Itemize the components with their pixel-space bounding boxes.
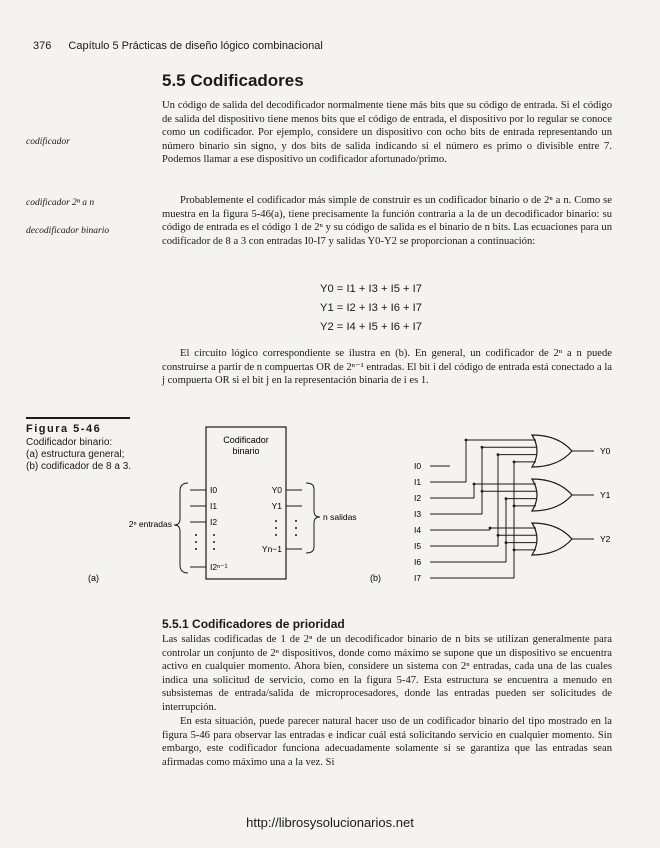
circuit-input-label-i3: I3 [414, 509, 422, 519]
junction-dot [481, 446, 484, 449]
running-title: Capítulo 5 Prácticas de diseño lógico combinacional [68, 40, 323, 52]
block-title-1: Codificador [223, 435, 269, 445]
circuit-input-label-i5: I5 [414, 541, 422, 551]
paragraph-4: Las salidas codificadas de 1 de 2ⁿ de un decodificador binario de n bits se utilizan generalmente para controlar un conjunto de 2ⁿ dispositivos, donde como máximo se supone que un dispositivo se encuentra activo en cualquier momento. Ahora bien, considere un sistema con 2ⁿ entradas, cada una de las cuales indica una solicitud de servicio, como en la figura 5-47. Esta estructura se encuentra a menudo en subsistemas de entrada/salida de microprocesadores, donde las entradas pueden ser solicitudes de interrupción. [162, 634, 612, 713]
junction-dot [473, 483, 476, 486]
circuit-input-label-i1: I1 [414, 477, 422, 487]
footer-url[interactable]: http://librosysolucionarios.net [246, 815, 414, 830]
inputs-label: 2ⁿ entradas [128, 519, 172, 529]
block-input-i1: I1 [210, 501, 218, 511]
circuit-input-label-i7: I7 [414, 573, 422, 583]
equation-y1: Y1 = I2 + I3 + I6 + I7 [320, 302, 423, 314]
circuit-input-label-i6: I6 [414, 557, 422, 567]
junction-dot [513, 461, 516, 464]
equation-y0: Y0 = I1 + I3 + I5 + I7 [320, 283, 423, 295]
junction-dot [497, 534, 500, 537]
circuit-input-label-i4: I4 [414, 525, 422, 535]
junction-dot [465, 439, 468, 442]
block-title-2: binario [232, 446, 260, 456]
junction-dot [505, 541, 508, 544]
outputs-label: n salidas [323, 512, 357, 522]
figure-label: Figura 5-46 [26, 423, 102, 435]
paragraph-2: Probablemente el codificador más simple de construir es un codificador binario o de 2ⁿ a n. Como se muestra en la figura 5-46(a), tiene precisamente la función contraria a la de un decodificador binario: su código de entrada es el código 1 de 2ⁿ y su código de salida es el binario de n bits. Las ecuaciones para un codificador de 8 a 3 con entradas I0-I7 y salidas Y0-Y2 se proporcionan a continuación: [162, 195, 612, 247]
circuit-output-label-y1: Y1 [600, 490, 611, 500]
junction-dot [505, 497, 508, 500]
junction-dot [513, 549, 516, 552]
junction-dot [513, 505, 516, 508]
junction-dot [489, 527, 492, 530]
figure-b-circuit [370, 425, 630, 590]
input-brace [174, 483, 188, 573]
block-output-yn: Yn−1 [261, 544, 282, 554]
block-output-y1: Y1 [271, 501, 282, 511]
part-b-label: (b) [370, 573, 381, 583]
or-gate-y0 [532, 435, 572, 467]
figure-rule [26, 417, 130, 419]
equation-y2: Y2 = I4 + I5 + I6 + I7 [320, 321, 423, 333]
block-input-i2: I2 [210, 517, 218, 527]
subsection-title: 5.5.1 Codificadores de prioridad [162, 617, 345, 631]
output-brace [306, 483, 320, 553]
page-header [33, 40, 323, 52]
figure-a-block-diagram [88, 425, 390, 590]
block-input-i0: I0 [210, 485, 218, 495]
junction-dot [497, 453, 500, 456]
circuit-output-label-y0: Y0 [600, 446, 611, 456]
junction-dot [481, 490, 484, 493]
page-number: 376 [33, 40, 52, 52]
margin-note-decodificador: decodificador binario [26, 226, 110, 236]
block-output-y0: Y0 [271, 485, 282, 495]
margin-note-codificador: codificador [26, 137, 70, 147]
or-gate-y1 [532, 479, 572, 511]
block-input-last: I2ⁿ⁻¹ [210, 562, 228, 572]
circuit-output-label-y2: Y2 [600, 534, 611, 544]
circuit-input-label-i2: I2 [414, 493, 422, 503]
part-a-label: (a) [88, 573, 99, 583]
paragraph-3: El circuito lógico correspondiente se ilustra en (b). En general, un codificador de 2ⁿ a n puede construirse a partir de n compuertas OR de 2ⁿ⁻¹ entradas. El bit i del código de entrada está conectado a la j compuerta OR si el bit j en la representación binaria de i es 1. [162, 348, 612, 387]
margin-note-2n-a-n: codificador 2ⁿ a n [26, 198, 95, 208]
paragraph-1: Un código de salida del decodificador normalmente tiene más bits que su código de entrada. Si el código de salida del dispositivo tiene menos bits que el código de entrada, el dispositivo por lo regular se conoce como un codificador. Por ejemplo, considere un dispositivo con ocho bits de entrada representando un número binario sin signo, y dos bits de salida indicando si el número es primo o divisible entre 7. Podemos llamar a ese dispositivo un codificador afortunado/primo. [162, 100, 612, 166]
or-gate-y2 [532, 523, 572, 555]
figure-caption: Codificador binario: (a) estructura general; (b) codificador de 8 a 3. [26, 437, 132, 472]
section-title: 5.5 Codificadores [162, 71, 304, 90]
paragraph-5: En esta situación, puede parecer natural hacer uso de un codificador binario del tipo mostrado en la figura 5-46 para observar las entradas e indicar cuál está solicitando servicio en cualquier momento. Sin embargo, este codificador funciona adecuadamente solamente si se garantiza que las entradas sean afirmadas como máximo una a la vez. Si [162, 716, 612, 768]
circuit-input-label-i0: I0 [414, 461, 422, 471]
